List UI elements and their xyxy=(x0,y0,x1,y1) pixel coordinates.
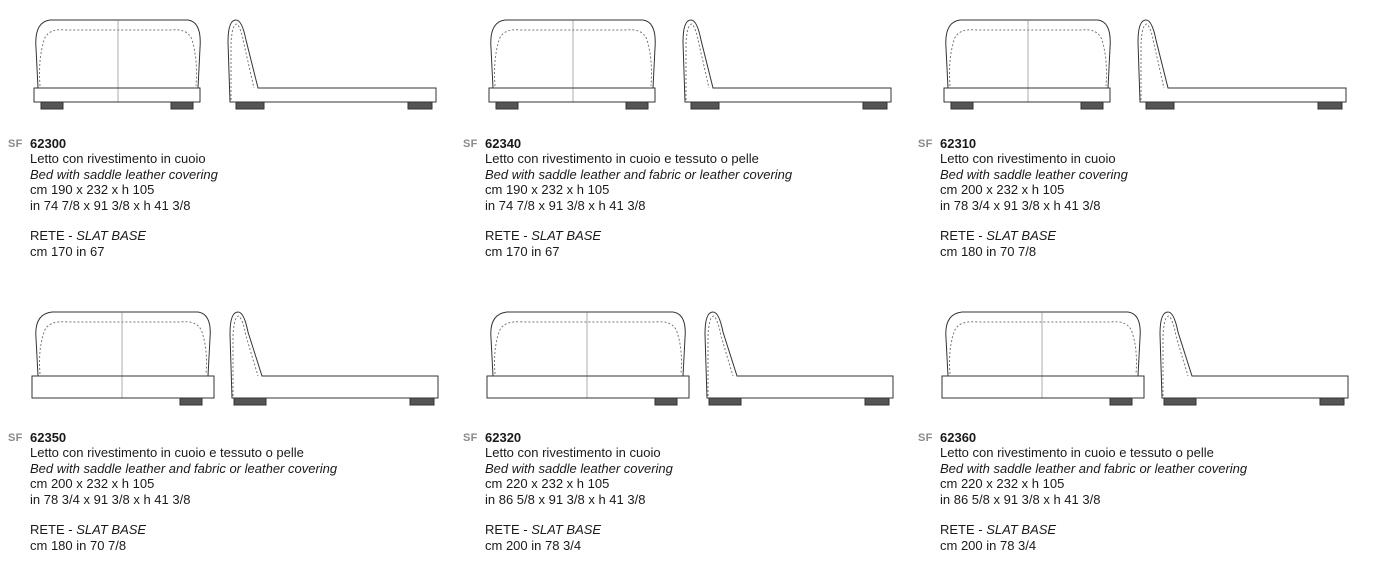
dimensions-cm: cm 220 x 232 x h 105 xyxy=(940,476,1065,492)
dimensions-cm: cm 200 x 232 x h 105 xyxy=(30,476,155,492)
product-62320 xyxy=(463,304,903,564)
bed-front-view xyxy=(489,20,655,109)
dimensions-in: in 74 7/8 x 91 3/8 x h 41 3/8 xyxy=(30,197,191,213)
product-code: 62300 xyxy=(30,136,67,151)
slat-base-label: RETE - SLAT BASE xyxy=(485,228,602,244)
dimensions-cm: cm 200 x 232 x h 105 xyxy=(940,182,1065,198)
slat-base-label: RETE - SLAT BASE xyxy=(485,522,602,538)
slat-base-size: cm 200 in 78 3/4 xyxy=(940,537,1037,553)
description-it: Letto con rivestimento in cuoio e tessuto o pelle xyxy=(940,445,1214,461)
description-en: Bed with saddle leather covering xyxy=(940,166,1128,182)
bed-drawings xyxy=(918,304,1358,414)
slat-base-size: cm 180 in 70 7/8 xyxy=(30,537,127,553)
product-code: 62340 xyxy=(485,136,522,151)
product-info xyxy=(940,430,1247,553)
product-code: 62350 xyxy=(30,430,67,445)
bed-drawings xyxy=(463,10,903,120)
description-it: Letto con rivestimento in cuoio e tessuto o pelle xyxy=(30,445,304,461)
description-en: Bed with saddle leather and fabric or leather covering xyxy=(30,460,338,476)
bed-drawings xyxy=(463,304,903,414)
series-prefix: SF xyxy=(918,432,933,444)
bed-side-view xyxy=(230,312,438,405)
bed-drawings xyxy=(8,304,448,414)
dimensions-cm: cm 190 x 232 x h 105 xyxy=(485,182,610,198)
slat-base-size: cm 170 in 67 xyxy=(485,243,560,259)
bed-side-view xyxy=(1138,20,1346,109)
bed-side-view xyxy=(228,20,436,109)
product-info xyxy=(485,430,673,553)
bed-side-view xyxy=(1160,312,1348,405)
bed-front-view xyxy=(942,312,1144,405)
product-info xyxy=(30,136,218,259)
dimensions-in: in 86 5/8 x 91 3/8 x h 41 3/8 xyxy=(485,491,646,507)
product-info xyxy=(485,136,792,259)
bed-drawings xyxy=(918,10,1358,120)
bed-front-view xyxy=(32,312,214,405)
series-prefix: SF xyxy=(463,432,478,444)
description-en: Bed with saddle leather covering xyxy=(30,166,218,182)
description-en: Bed with saddle leather covering xyxy=(485,460,673,476)
bed-front-view xyxy=(487,312,689,405)
slat-base-label: RETE - SLAT BASE xyxy=(940,228,1057,244)
bed-front-view xyxy=(34,20,200,109)
dimensions-in: in 86 5/8 x 91 3/8 x h 41 3/8 xyxy=(940,491,1101,507)
product-info xyxy=(940,136,1128,259)
product-code: 62360 xyxy=(940,430,977,445)
product-62340 xyxy=(463,10,903,270)
bed-side-view xyxy=(705,312,893,405)
bed-front-view xyxy=(944,20,1110,109)
series-prefix: SF xyxy=(8,432,23,444)
description-it: Letto con rivestimento in cuoio e tessuto o pelle xyxy=(485,151,759,167)
description-it: Letto con rivestimento in cuoio xyxy=(940,151,1116,167)
slat-base-size: cm 180 in 70 7/8 xyxy=(940,243,1037,259)
bed-side-view xyxy=(683,20,891,109)
slat-base-label: RETE - SLAT BASE xyxy=(30,228,147,244)
slat-base-size: cm 170 in 67 xyxy=(30,243,105,259)
product-62300 xyxy=(8,10,448,270)
slat-base-label: RETE - SLAT BASE xyxy=(30,522,147,538)
dimensions-in: in 74 7/8 x 91 3/8 x h 41 3/8 xyxy=(485,197,646,213)
dimensions-in: in 78 3/4 x 91 3/8 x h 41 3/8 xyxy=(30,491,191,507)
slat-base-label: RETE - SLAT BASE xyxy=(940,522,1057,538)
description-en: Bed with saddle leather and fabric or leather covering xyxy=(940,460,1248,476)
dimensions-cm: cm 220 x 232 x h 105 xyxy=(485,476,610,492)
description-it: Letto con rivestimento in cuoio xyxy=(485,445,661,461)
product-62350 xyxy=(8,304,448,564)
product-code: 62320 xyxy=(485,430,522,445)
dimensions-cm: cm 190 x 232 x h 105 xyxy=(30,182,155,198)
product-code: 62310 xyxy=(940,136,977,151)
description-en: Bed with saddle leather and fabric or leather covering xyxy=(485,166,793,182)
description-it: Letto con rivestimento in cuoio xyxy=(30,151,206,167)
product-info xyxy=(30,430,337,553)
slat-base-size: cm 200 in 78 3/4 xyxy=(485,537,582,553)
series-prefix: SF xyxy=(8,138,23,150)
product-62310 xyxy=(918,10,1358,270)
bed-drawings xyxy=(8,10,448,120)
series-prefix: SF xyxy=(463,138,478,150)
product-62360 xyxy=(918,304,1358,564)
series-prefix: SF xyxy=(918,138,933,150)
dimensions-in: in 78 3/4 x 91 3/8 x h 41 3/8 xyxy=(940,197,1101,213)
